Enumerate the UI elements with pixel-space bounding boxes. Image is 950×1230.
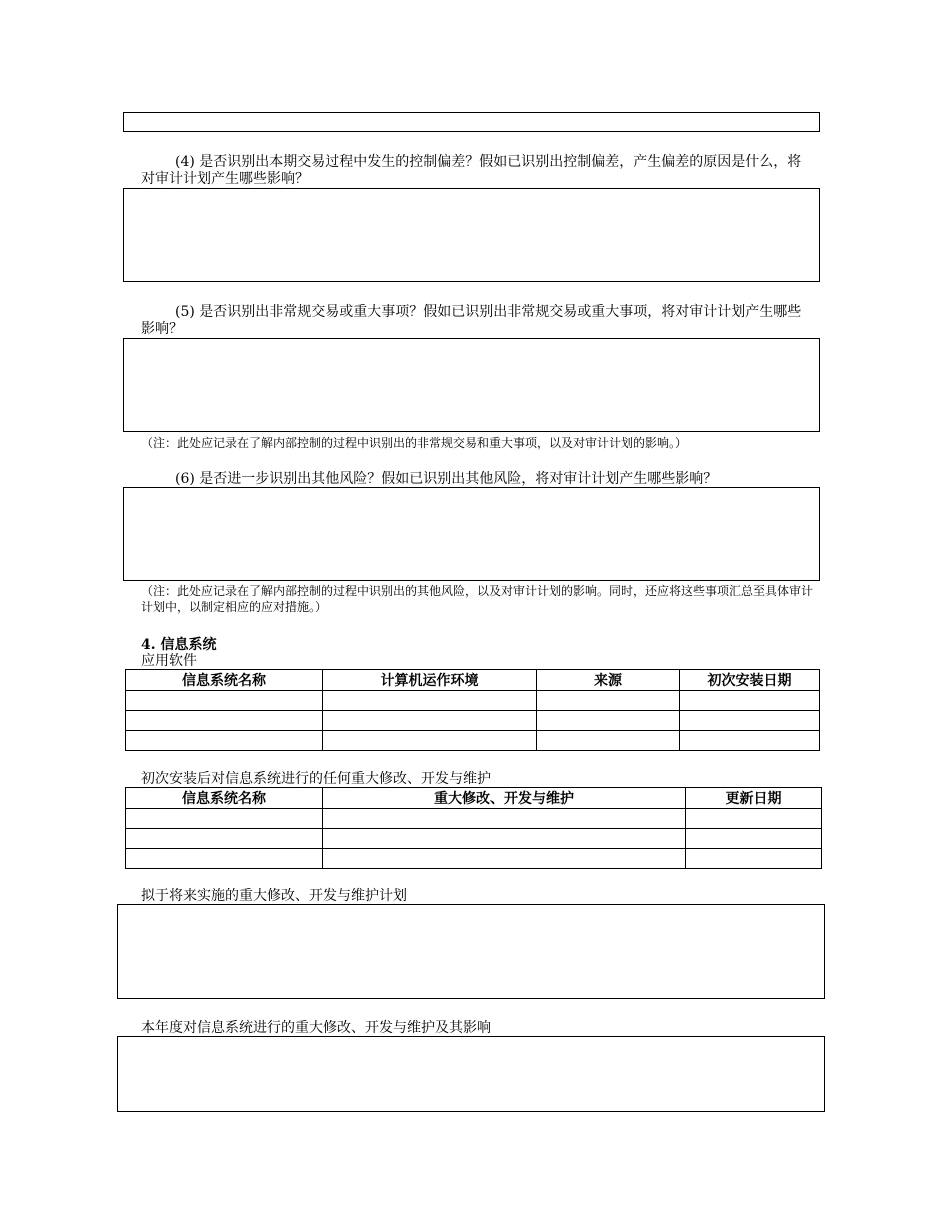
question-6-text: (6) 是否进一步识别出其他风险？假如已识别出其他风险，将对审计计划产生哪些影响？ bbox=[175, 471, 718, 487]
table-cell[interactable] bbox=[537, 731, 680, 751]
table-row bbox=[126, 829, 822, 849]
table-cell[interactable] bbox=[126, 731, 323, 751]
app-software-label: 应用软件 bbox=[141, 653, 197, 669]
table-cell[interactable] bbox=[126, 829, 323, 849]
table-cell[interactable] bbox=[323, 731, 537, 751]
future-plan-label: 拟于将来实施的重大修改、开发与维护计划 bbox=[141, 888, 407, 904]
table-cell[interactable] bbox=[323, 829, 686, 849]
col-header-environment: 计算机运作环境 bbox=[323, 670, 537, 691]
table-cell[interactable] bbox=[680, 711, 820, 731]
modifications-table bbox=[125, 787, 822, 869]
future-plan-box[interactable] bbox=[117, 904, 825, 999]
current-year-box[interactable] bbox=[117, 1036, 825, 1112]
table-header-row bbox=[126, 788, 822, 809]
col-header-install-date: 初次安装日期 bbox=[680, 670, 820, 691]
table-cell[interactable] bbox=[323, 711, 537, 731]
table-cell[interactable] bbox=[126, 711, 323, 731]
question-6-answer-box[interactable] bbox=[123, 487, 820, 581]
table-cell[interactable] bbox=[126, 849, 323, 869]
question-4-answer-box[interactable] bbox=[123, 188, 820, 282]
table-row bbox=[126, 691, 820, 711]
col-header-system-name: 信息系统名称 bbox=[126, 670, 323, 691]
table-cell[interactable] bbox=[323, 849, 686, 869]
table-cell[interactable] bbox=[686, 809, 822, 829]
question-5-answer-box[interactable] bbox=[123, 338, 820, 432]
current-year-label: 本年度对信息系统进行的重大修改、开发与维护及其影响 bbox=[141, 1020, 491, 1036]
table-cell[interactable] bbox=[126, 809, 323, 829]
modifications-label: 初次安装后对信息系统进行的任何重大修改、开发与维护 bbox=[141, 771, 491, 787]
table-row bbox=[126, 849, 822, 869]
table-cell[interactable] bbox=[680, 691, 820, 711]
table-cell[interactable] bbox=[680, 731, 820, 751]
question-6-note: （注：此处应记录在了解内部控制的过程中识别出的其他风险，以及对审计计划的影响。同时，还应将这些事项汇总至具体审计计划中，以制定相应的应对措施。） bbox=[141, 584, 814, 614]
table-cell[interactable] bbox=[323, 809, 686, 829]
table-row bbox=[126, 809, 822, 829]
table-row bbox=[126, 731, 820, 751]
table-cell[interactable] bbox=[686, 829, 822, 849]
table-cell[interactable] bbox=[126, 691, 323, 711]
col-header-update-date: 更新日期 bbox=[686, 788, 822, 809]
app-software-table bbox=[125, 669, 820, 751]
table-cell[interactable] bbox=[537, 711, 680, 731]
section-4-heading: 4. 信息系统 bbox=[141, 637, 217, 653]
table-header-row bbox=[126, 670, 820, 691]
table-cell[interactable] bbox=[323, 691, 537, 711]
table-row bbox=[126, 711, 820, 731]
question-5-note: （注：此处应记录在了解内部控制的过程中识别出的非常规交易和重大事项，以及对审计计划的影响。） bbox=[141, 436, 688, 450]
col-header-modifications: 重大修改、开发与维护 bbox=[323, 788, 686, 809]
table-cell[interactable] bbox=[686, 849, 822, 869]
question-5-text: (5) 是否识别出非常规交易或重大事项？假如已识别出非常规交易或重大事项，将对审计计划产生哪些影响？ bbox=[141, 304, 802, 337]
col-header-system-name: 信息系统名称 bbox=[126, 788, 323, 809]
prev-answer-box[interactable] bbox=[123, 112, 820, 132]
table-cell[interactable] bbox=[537, 691, 680, 711]
col-header-source: 来源 bbox=[537, 670, 680, 691]
question-4-text: (4) 是否识别出本期交易过程中发生的控制偏差？假如已识别出控制偏差，产生偏差的原因是什么，将对审计计划产生哪些影响？ bbox=[141, 154, 802, 187]
